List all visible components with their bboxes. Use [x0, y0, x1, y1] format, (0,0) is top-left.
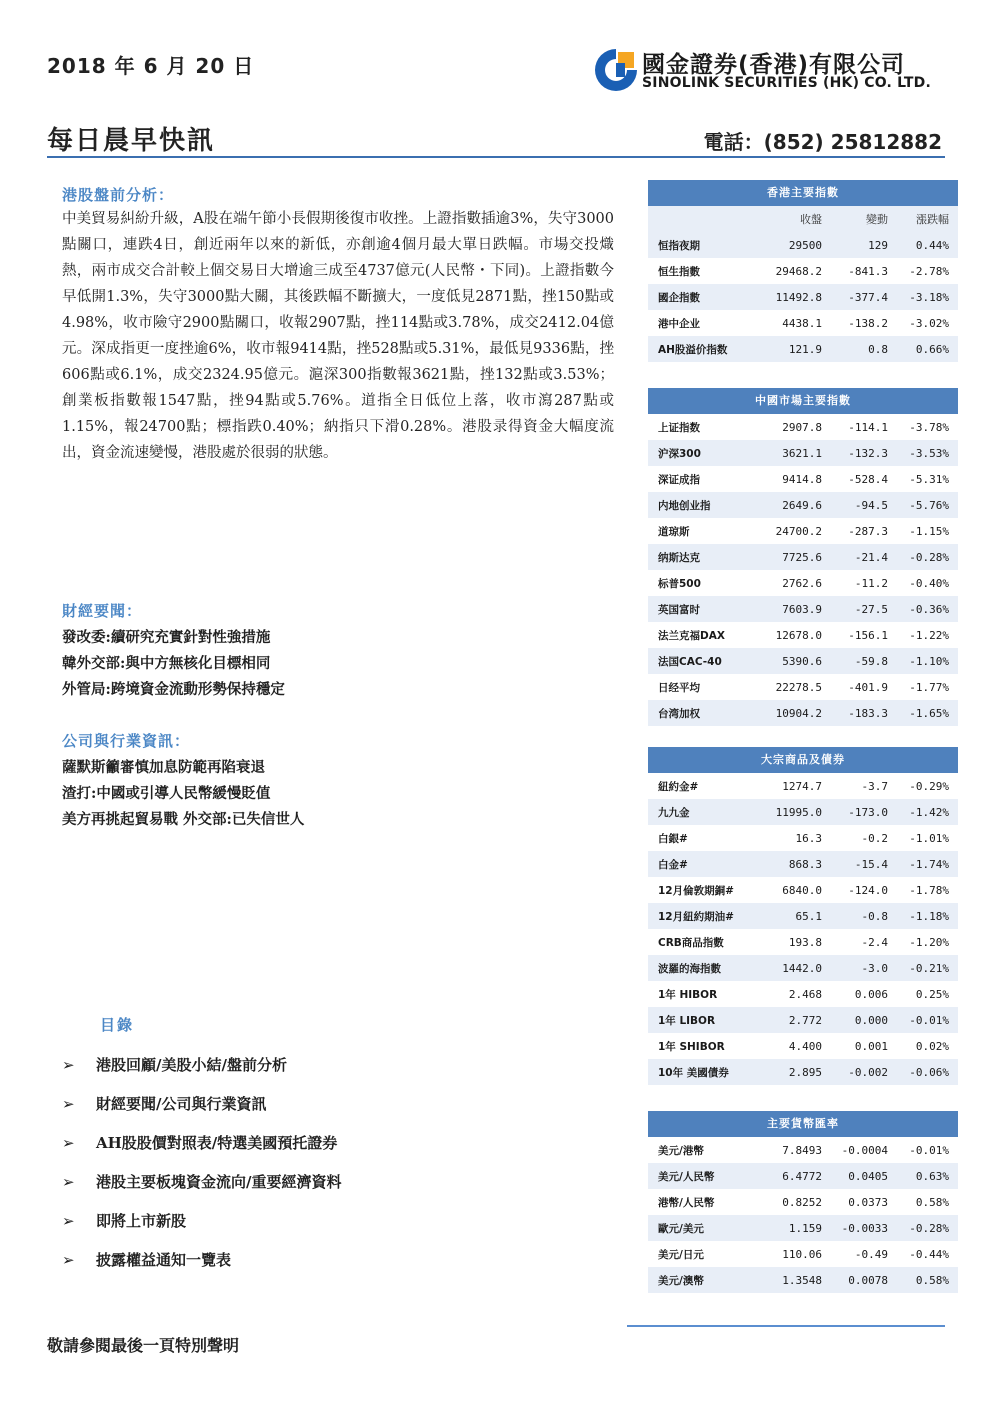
cell-value: -59.8 — [854, 654, 888, 668]
table-row — [648, 1163, 958, 1189]
cell-value: 1274.7 — [782, 779, 822, 793]
column-pct: 漲跌幅 — [916, 213, 949, 226]
cell-value: 0.66% — [915, 342, 949, 356]
cell-value: 11995.0 — [775, 805, 822, 819]
row-label: 白金# — [658, 858, 688, 871]
row-label: 英国富时 — [658, 603, 700, 616]
table-row — [648, 310, 958, 336]
company-news-heading: 公司與行業資訊： — [62, 732, 191, 750]
table-row — [648, 492, 958, 518]
table-row — [648, 414, 958, 440]
toc-heading: 目錄 — [100, 1016, 135, 1034]
hk-indices-table — [648, 180, 958, 362]
row-label: 美元/澳幣 — [658, 1274, 704, 1287]
table-row — [648, 700, 958, 726]
cell-value: -173.0 — [848, 805, 888, 819]
cell-value: -138.2 — [848, 316, 888, 330]
cell-value: 6.4772 — [782, 1169, 822, 1183]
company-name-cn: 國金證券(香港)有限公司 — [642, 52, 906, 78]
row-label: 10年 美國債券 — [658, 1066, 729, 1079]
row-label: 1年 LIBOR — [658, 1014, 716, 1027]
table-row — [648, 466, 958, 492]
cell-value: -3.7 — [861, 779, 888, 793]
cell-value: 1.159 — [788, 1221, 822, 1235]
cell-value: -0.49 — [854, 1247, 888, 1261]
cell-value: -1.77% — [909, 680, 949, 694]
row-label: 國企指數 — [658, 291, 700, 304]
cell-value: -27.5 — [854, 602, 888, 616]
cell-value: -841.3 — [848, 264, 888, 278]
cell-value: -3.02% — [909, 316, 949, 330]
cell-value: -0.40% — [909, 576, 949, 590]
arrow-bullet-icon: ➢ — [62, 1212, 75, 1230]
row-label: 美元/日元 — [658, 1248, 704, 1261]
cell-value: 0.0405 — [848, 1169, 888, 1183]
cell-value: 12678.0 — [775, 628, 822, 642]
row-label: 恒指夜期 — [658, 239, 700, 252]
row-label: 深证成指 — [658, 473, 700, 486]
cell-value: 2649.6 — [782, 498, 822, 512]
footer-divider — [627, 1325, 945, 1327]
cell-value: -94.5 — [854, 498, 888, 512]
cell-value: -3.0 — [861, 961, 888, 975]
arrow-bullet-icon: ➢ — [62, 1134, 75, 1152]
table-row — [648, 518, 958, 544]
table-row — [648, 1267, 958, 1293]
cell-value: -0.29% — [909, 779, 949, 793]
row-label: 内地创业指 — [658, 499, 711, 512]
cell-value: -15.4 — [854, 857, 888, 871]
table-title: 大宗商品及債券 — [648, 747, 958, 773]
toc-item-label: 即將上市新股 — [96, 1212, 187, 1230]
toc-item[interactable] — [62, 1171, 341, 1192]
table-row — [648, 1059, 958, 1085]
table-row — [648, 903, 958, 929]
cell-value: 0.58% — [915, 1195, 949, 1209]
table-row — [648, 544, 958, 570]
finance-news-item[interactable]: 發改委:續研究充實針對性強措施 — [62, 629, 271, 646]
toc-item[interactable] — [62, 1249, 231, 1270]
cell-value: -0.06% — [909, 1065, 949, 1079]
row-label: 美元/港幣 — [658, 1144, 704, 1157]
table-row — [648, 336, 958, 362]
cell-value: -401.9 — [848, 680, 888, 694]
cell-value: -0.44% — [909, 1247, 949, 1261]
row-label: 紐約金# — [658, 780, 699, 793]
toc-item-label: 財經要聞/公司與行業資訊 — [96, 1095, 267, 1113]
cell-value: -132.3 — [848, 446, 888, 460]
title-divider — [47, 156, 945, 158]
cell-value: 0.000 — [854, 1013, 888, 1027]
row-label: 道琼斯 — [658, 525, 690, 538]
table-column-header — [648, 206, 958, 232]
cell-value: 121.9 — [788, 342, 822, 356]
row-label: AH股溢价指数 — [658, 343, 728, 356]
row-label: 沪深300 — [658, 447, 701, 460]
toc-item[interactable] — [62, 1093, 266, 1114]
table-row — [648, 877, 958, 903]
cell-value: -1.20% — [909, 935, 949, 949]
cell-value: 0.02% — [915, 1039, 949, 1053]
cell-value: 0.44% — [915, 238, 949, 252]
cell-value: 0.58% — [915, 1273, 949, 1287]
cell-value: 22278.5 — [775, 680, 822, 694]
disclaimer-note[interactable]: 敬請參閱最後一頁特別聲明 — [47, 1336, 240, 1355]
cell-value: 1.3548 — [782, 1273, 822, 1287]
row-label: 九九金 — [658, 806, 690, 819]
sinolink-logo-icon — [594, 48, 638, 92]
row-label: 法国CAC-40 — [658, 655, 722, 668]
cell-value: -3.78% — [909, 420, 949, 434]
cell-value: -1.01% — [909, 831, 949, 845]
row-label: 美元/人民幣 — [658, 1170, 715, 1183]
cell-value: -1.22% — [909, 628, 949, 642]
cell-value: 0.006 — [854, 987, 888, 1001]
cell-value: -1.74% — [909, 857, 949, 871]
cell-value: -0.01% — [909, 1143, 949, 1157]
company-news-item[interactable]: 美方再挑起貿易戰 外交部:已失信世人 — [62, 811, 305, 828]
row-label: 12月倫敦期銅# — [658, 884, 734, 897]
cell-value: 0.8 — [868, 342, 888, 356]
cell-value: -1.78% — [909, 883, 949, 897]
table-row — [648, 929, 958, 955]
cell-value: -1.42% — [909, 805, 949, 819]
row-label: 白銀# — [658, 832, 688, 845]
cell-value: -2.78% — [909, 264, 949, 278]
row-label: 恒生指數 — [658, 265, 700, 278]
cell-value: 0.63% — [915, 1169, 949, 1183]
cell-value: -3.53% — [909, 446, 949, 460]
table-row — [648, 440, 958, 466]
table-row — [648, 851, 958, 877]
cell-value: 2.468 — [788, 987, 822, 1001]
report-date: 2018 年 6 月 20 日 — [47, 54, 255, 78]
cell-value: 11492.8 — [775, 290, 822, 304]
cell-value: 3621.1 — [782, 446, 822, 460]
company-news-item[interactable]: 渣打:中國或引導人民幣緩慢貶值 — [62, 785, 271, 802]
cell-value: -1.18% — [909, 909, 949, 923]
row-label: 日经平均 — [658, 681, 700, 694]
cell-value: 7.8493 — [782, 1143, 822, 1157]
cell-value: 0.8252 — [782, 1195, 822, 1209]
cell-value: -124.0 — [848, 883, 888, 897]
cell-value: 4.400 — [788, 1039, 822, 1053]
row-label: 标普500 — [658, 577, 701, 590]
arrow-bullet-icon: ➢ — [62, 1056, 75, 1074]
table-row — [648, 1007, 958, 1033]
toc-item-label: AH股股價對照表/特選美國預托證券 — [96, 1134, 338, 1152]
cell-value: -1.65% — [909, 706, 949, 720]
table-row — [648, 648, 958, 674]
arrow-bullet-icon: ➢ — [62, 1173, 75, 1191]
finance-news-item[interactable]: 外管局:跨境資金流動形勢保持穩定 — [62, 681, 285, 698]
cell-value: -0.8 — [861, 909, 888, 923]
cell-value: 2762.6 — [782, 576, 822, 590]
table-row — [648, 773, 958, 799]
table-row — [648, 258, 958, 284]
cell-value: 1442.0 — [782, 961, 822, 975]
toc-item-label: 披露權益通知一覽表 — [96, 1251, 232, 1269]
table-row — [648, 674, 958, 700]
finance-news-item[interactable]: 韓外交部:與中方無核化目標相同 — [62, 655, 271, 672]
row-label: 歐元/美元 — [658, 1222, 704, 1235]
cell-value: 2907.8 — [782, 420, 822, 434]
table-row — [648, 284, 958, 310]
row-label: 1年 SHIBOR — [658, 1040, 725, 1053]
column-close: 收盤 — [800, 213, 822, 226]
cell-value: -0.002 — [848, 1065, 888, 1079]
cell-value: 6840.0 — [782, 883, 822, 897]
row-label: 1年 HIBOR — [658, 988, 718, 1001]
company-news-item[interactable]: 薩默斯籲審慎加息防範再陷衰退 — [62, 759, 265, 776]
cell-value: -0.0004 — [841, 1143, 888, 1157]
cell-value: 10904.2 — [775, 706, 822, 720]
market-indices-table — [648, 388, 958, 726]
cell-value: -114.1 — [848, 420, 888, 434]
cell-value: 2.895 — [788, 1065, 822, 1079]
column-change: 變動 — [866, 213, 888, 226]
cell-value: -1.15% — [909, 524, 949, 538]
cell-value: 29468.2 — [775, 264, 822, 278]
cell-value: -0.2 — [861, 831, 888, 845]
cell-value: 0.25% — [915, 987, 949, 1001]
table-row — [648, 825, 958, 851]
company-name-en: SINOLINK SECURITIES (HK) CO. LTD. — [642, 75, 932, 91]
table-row — [648, 570, 958, 596]
hk-premarket-heading: 港股盤前分析： — [62, 186, 175, 204]
row-label: 港中企业 — [658, 317, 700, 330]
cell-value: 868.3 — [788, 857, 822, 871]
cell-value: 193.8 — [788, 935, 822, 949]
cell-value: -0.21% — [909, 961, 949, 975]
table-row — [648, 622, 958, 648]
cell-value: -11.2 — [854, 576, 888, 590]
company-logo — [594, 46, 954, 96]
toc-item[interactable] — [62, 1054, 287, 1075]
table-row — [648, 955, 958, 981]
cell-value: -1.10% — [909, 654, 949, 668]
cell-value: -377.4 — [848, 290, 888, 304]
cell-value: -0.28% — [909, 1221, 949, 1235]
row-label: 法兰克福DAX — [658, 629, 725, 642]
table-row — [648, 1189, 958, 1215]
row-label: 港幣/人民幣 — [658, 1196, 715, 1209]
toc-item[interactable] — [62, 1210, 186, 1231]
finance-news-heading: 財經要聞： — [62, 602, 143, 620]
table-row — [648, 799, 958, 825]
table-title: 香港主要指數 — [648, 180, 958, 206]
cell-value: -0.0033 — [841, 1221, 888, 1235]
cell-value: 16.3 — [795, 831, 822, 845]
cell-value: -287.3 — [848, 524, 888, 538]
table-row — [648, 981, 958, 1007]
arrow-bullet-icon: ➢ — [62, 1095, 75, 1113]
toc-item[interactable] — [62, 1132, 337, 1153]
fx-rates-table — [648, 1111, 958, 1293]
cell-value: -0.28% — [909, 550, 949, 564]
table-title: 主要貨幣匯率 — [648, 1111, 958, 1137]
toc-item-label: 港股主要板塊資金流向/重要經濟資料 — [96, 1173, 342, 1191]
cell-value: -2.4 — [861, 935, 888, 949]
cell-value: 65.1 — [795, 909, 822, 923]
table-row — [648, 1033, 958, 1059]
toc-item-label: 港股回顧/美股小結/盤前分析 — [96, 1056, 287, 1074]
cell-value: 0.0078 — [848, 1273, 888, 1287]
commodities-bonds-table — [648, 747, 958, 1085]
cell-value: -21.4 — [854, 550, 888, 564]
table-row — [648, 1241, 958, 1267]
cell-value: -0.01% — [909, 1013, 949, 1027]
cell-value: -5.31% — [909, 472, 949, 486]
cell-value: 0.0373 — [848, 1195, 888, 1209]
cell-value: 2.772 — [788, 1013, 822, 1027]
cell-value: 0.001 — [854, 1039, 888, 1053]
cell-value: -156.1 — [848, 628, 888, 642]
cell-value: 4438.1 — [782, 316, 822, 330]
row-label: 台湾加权 — [658, 707, 700, 720]
cell-value: 29500 — [788, 238, 822, 252]
cell-value: 5390.6 — [782, 654, 822, 668]
cell-value: 129 — [868, 238, 888, 252]
cell-value: 7725.6 — [782, 550, 822, 564]
phone-number: 電話：(852) 25812882 — [703, 130, 942, 154]
arrow-bullet-icon: ➢ — [62, 1251, 75, 1269]
cell-value: 24700.2 — [775, 524, 822, 538]
row-label: 波羅的海指數 — [658, 962, 721, 975]
cell-value: -0.36% — [909, 602, 949, 616]
cell-value: -5.76% — [909, 498, 949, 512]
row-label: 上证指数 — [658, 421, 700, 434]
hk-premarket-body: 中美貿易糾紛升級，A股在端午節小長假期後復市收挫。上證指數插逾3%，失守3000點關口，連跌4日，創近兩年以來的新低，亦創逾4個月最大單日跌幅。市場交投熾熱，兩市成交合計較上個交易日大增逾三成至4737億元(人民幣・下同)。上證指數今早低開1.3%，失守3000點大關，其後跌幅不斷擴大，一度低見2871點，挫150點或4.98%，收市險守2900點關口，收報2907點，挫114點或3.78%，成交2412.04億元。深成指更一度挫逾6%，收市報9414點，挫528點或5.31%，最低見9336點，挫606點或6.1%，成交2324.95億元。滬深300指數報3621點，挫132點或3.53%；創業板指數報1547點，挫94點或5.76%。道指全日低位上落，收市瀉287點或1.15%，報24700點；標指跌0.40%；納指只下滑0.28%。港股录得資金大幅度流出，資金流速變慢，港股處於很弱的狀態。 — [62, 211, 614, 461]
table-row — [648, 1137, 958, 1163]
row-label: CRB商品指數 — [658, 936, 724, 949]
cell-value: 7603.9 — [782, 602, 822, 616]
cell-value: 110.06 — [782, 1247, 822, 1261]
row-label: 12月紐約期油# — [658, 910, 734, 923]
table-row — [648, 596, 958, 622]
document-title: 每日晨早快訊 — [47, 126, 216, 156]
cell-value: 9414.8 — [782, 472, 822, 486]
cell-value: -183.3 — [848, 706, 888, 720]
table-title: 中國市場主要指數 — [648, 388, 958, 414]
table-row — [648, 1215, 958, 1241]
table-row — [648, 232, 958, 258]
row-label: 纳斯达克 — [658, 551, 700, 564]
cell-value: -3.18% — [909, 290, 949, 304]
cell-value: -528.4 — [848, 472, 888, 486]
